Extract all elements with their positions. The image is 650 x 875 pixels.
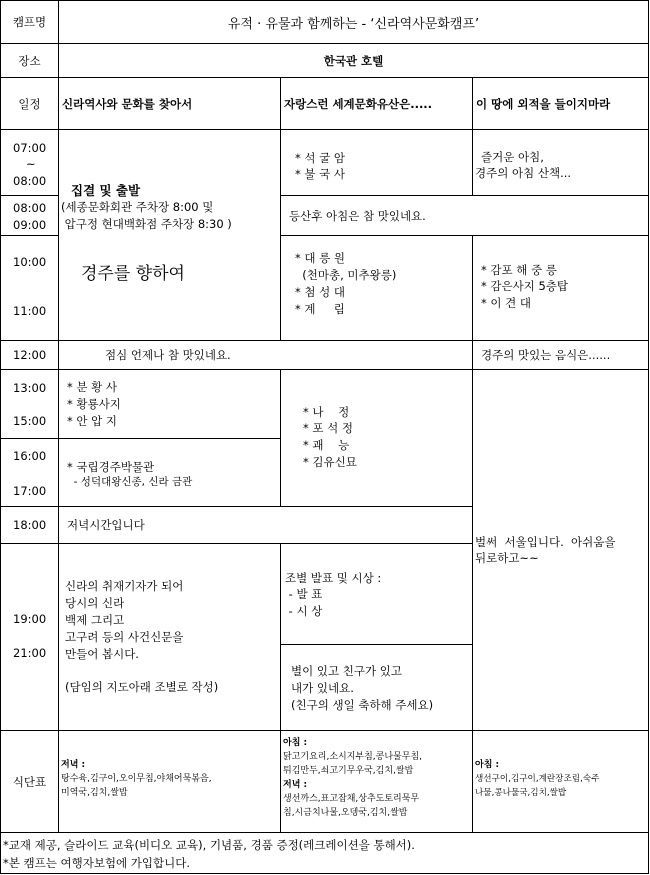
site-bulguksa: * 불 국 사 — [295, 167, 346, 181]
day3-farewell-cell — [472, 369, 649, 731]
site-igyeondae: * 이 견 대 — [481, 296, 532, 310]
presentation-item: - 발 표 — [285, 587, 323, 601]
day2-meal-cell — [280, 730, 473, 833]
camp-title: 유적 · 유물과 함께하는 - ‘신라역사문화캠프’ — [227, 16, 480, 32]
time-1200: 12:00 — [13, 348, 47, 362]
day3-morning-cell — [472, 129, 649, 196]
day1-gather-cell — [58, 129, 281, 341]
camp-name-label: 캠프명 — [12, 15, 47, 29]
time-cell-1600-1700 — [0, 438, 59, 507]
breakfast-menu-line: 튀김만두,쇠고기무우국,김치,쌀밥 — [283, 766, 414, 776]
to-gyeongju: 경주를 향하여 — [81, 264, 185, 284]
day3-title-cell — [472, 77, 649, 130]
breakfast-menu-title: 아침 : — [283, 738, 308, 748]
day2-afternoon-cell — [280, 369, 473, 507]
meal-label: 식단표 — [12, 774, 47, 789]
breakfast-menu-line: 생선구이,김구이,계란장조림,숙주 — [475, 774, 600, 784]
gather-location-1: (세종문화회관 주차장 8:00 및 — [61, 200, 214, 214]
site-seokguram: * 석 굴 암 — [295, 151, 346, 165]
time-cell-0800-0900 — [0, 195, 59, 236]
dinner-menu-line: 탕수육,김구이,오이무침,야채어묵볶음, — [61, 774, 212, 784]
time-1100: 11:00 — [13, 304, 47, 318]
day2-breakfast-cell — [280, 195, 649, 236]
gyeongju-food-note: 경주의 맛있는 음식은...... — [481, 348, 611, 362]
time-cell-1200 — [0, 340, 59, 370]
time-0900: 09:00 — [13, 218, 47, 232]
camp-name-label-cell — [0, 0, 59, 44]
time-0700: 07:00 — [13, 141, 47, 155]
site-bunhwangsa: * 분 황 사 — [67, 380, 118, 394]
day3-lunch-cell — [472, 340, 649, 370]
schedule-label-cell — [0, 77, 59, 130]
breakfast-menu-line: 닭고기요리,소시지부침,콩나물무침, — [283, 752, 422, 762]
day2-presentation-cell — [280, 543, 473, 645]
lunch-note: 점심 언제나 참 맛있네요. — [105, 348, 231, 362]
breakfast-menu-line: 나물,콩나물국,김치,쌀밥 — [475, 788, 567, 798]
time-1900: 19:00 — [13, 612, 47, 626]
morning-walk-1: 즐거운 아침, — [481, 150, 544, 164]
dinner-menu-line: 생선까스,표고잡채,상추도토리묵무 — [283, 794, 420, 804]
site-gampo: * 감포 해 중 릉 — [481, 263, 557, 277]
farewell-line-1: 벌써 서울입니다. 아쉬움을 — [475, 535, 616, 549]
dinner-menu-title: 저녁 : — [61, 760, 86, 770]
day1-afternoon-cell — [58, 369, 281, 439]
day1-title-cell — [58, 77, 281, 130]
museum-title: * 국립경주박물관 — [67, 460, 155, 474]
birthday-note: (친구의 생일 축하해 주세요) — [291, 698, 434, 712]
day1-lunch-cell — [58, 340, 473, 370]
day1-meal-cell — [58, 730, 281, 833]
time-1500: 15:00 — [13, 414, 47, 428]
dinner-menu-line: 미역국,김치,쌀밥 — [61, 788, 128, 798]
day2-birthday-cell — [280, 644, 473, 731]
newspaper-line: 신라의 취재기자가 되어 — [65, 579, 184, 593]
presentation-item: - 시 상 — [285, 604, 323, 618]
site-cheomseongdae: * 첨 성 대 — [295, 285, 346, 299]
newspaper-note: (담임의 지도아래 조별로 작성) — [65, 680, 219, 694]
site-daereungwon: * 대 릉 원 — [295, 251, 346, 265]
time-0800: 08:00 — [13, 201, 47, 215]
newspaper-line: 백제 그리고 — [65, 613, 125, 627]
time-1700: 17:00 — [13, 484, 47, 498]
site-gwaereung: * 괘 능 — [303, 438, 350, 452]
time-2100: 21:00 — [13, 646, 47, 660]
time-1600: 16:00 — [13, 449, 47, 463]
place-label-cell — [0, 43, 59, 78]
day2-late-morning-cell — [280, 235, 473, 341]
dinner-menu-line: 침,시금치나물,오뎅국,김치,쌀밥 — [283, 808, 408, 818]
place-label: 장소 — [18, 53, 41, 68]
site-gyerim: * 계 림 — [295, 302, 345, 316]
meal-label-cell — [0, 730, 59, 833]
day3-meal-cell — [472, 730, 649, 833]
day2-title-cell — [280, 77, 473, 130]
site-poseokjeong: * 포 석 정 — [303, 421, 354, 435]
schedule-label: 일정 — [18, 96, 41, 111]
time-1000: 10:00 — [13, 255, 47, 269]
site-najeong: * 나 정 — [303, 405, 350, 419]
site-daereungwon-detail: (천마총, 미추왕릉) — [295, 268, 397, 282]
dinner-menu-title: 저녁 : — [283, 780, 308, 790]
time-0800: 08:00 — [13, 174, 47, 188]
day2-title: 자랑스런 세계문화유산은..... — [284, 97, 433, 111]
day3-late-morning-cell — [472, 235, 649, 341]
newspaper-line: 당시의 신라 — [65, 596, 125, 610]
time-cell-0700-0800 — [0, 129, 59, 196]
time-cell-1900-2100 — [0, 543, 59, 731]
day2-morning-cell — [280, 129, 473, 196]
newspaper-line: 고구려 등의 사건신문을 — [65, 630, 184, 644]
time-1300: 13:00 — [13, 381, 47, 395]
site-gameunsaji: * 감은사지 5층탑 — [481, 279, 569, 293]
gather-title: 집결 및 출발 — [71, 183, 141, 198]
footer-notes — [0, 832, 649, 874]
time-1800: 18:00 — [13, 518, 47, 532]
day1-dinner-cell — [58, 506, 473, 544]
newspaper-line: 만들어 봅시다. — [65, 647, 139, 661]
place-value-cell — [58, 43, 649, 78]
after-hike-note: 등산후 아침은 참 맛있네요. — [289, 209, 426, 223]
footer-note-insurance: *본 캠프는 여행자보험에 가입합니다. — [3, 856, 191, 870]
time-tilde: ~ — [26, 157, 36, 171]
gather-location-2: 압구정 현대백화점 주차장 8:30 ) — [61, 217, 232, 231]
place-value: 한국관 호텔 — [323, 53, 384, 68]
day1-title: 신라역사와 문화를 찾아서 — [62, 97, 193, 111]
birthday-line: 내가 있네요. — [291, 681, 354, 695]
time-cell-1000-1100 — [0, 235, 59, 341]
site-kimyusin-tomb: * 김유신묘 — [303, 455, 357, 469]
site-hwangnyongsa: * 황룡사지 — [67, 397, 121, 411]
camp-title-cell — [58, 0, 649, 44]
morning-walk-2: 경주의 아침 산책... — [475, 166, 572, 180]
presentation-title: 조별 발표 및 시상 : — [285, 571, 382, 585]
birthday-line: 별이 있고 친구가 있고 — [291, 664, 402, 678]
farewell-line-2: 뒤로하고~~ — [475, 551, 539, 565]
time-cell-1800 — [0, 506, 59, 544]
museum-items: - 성덕대왕신종, 신라 금관 — [67, 476, 193, 488]
site-anapji: * 안 압 지 — [67, 414, 118, 428]
day1-evening-cell — [58, 543, 281, 731]
time-cell-1300-1500 — [0, 369, 59, 439]
footer-note-materials: *교재 제공, 슬라이드 교육(비디오 교육), 기념품, 경품 증정(레크레이션을 통해서). — [3, 838, 415, 852]
breakfast-menu-title: 아침 : — [475, 760, 500, 770]
day3-title: 이 땅에 외적을 들이지마라 — [476, 97, 611, 111]
day1-museum-cell — [58, 438, 281, 507]
dinner-note: 저녁시간입니다 — [67, 518, 145, 532]
